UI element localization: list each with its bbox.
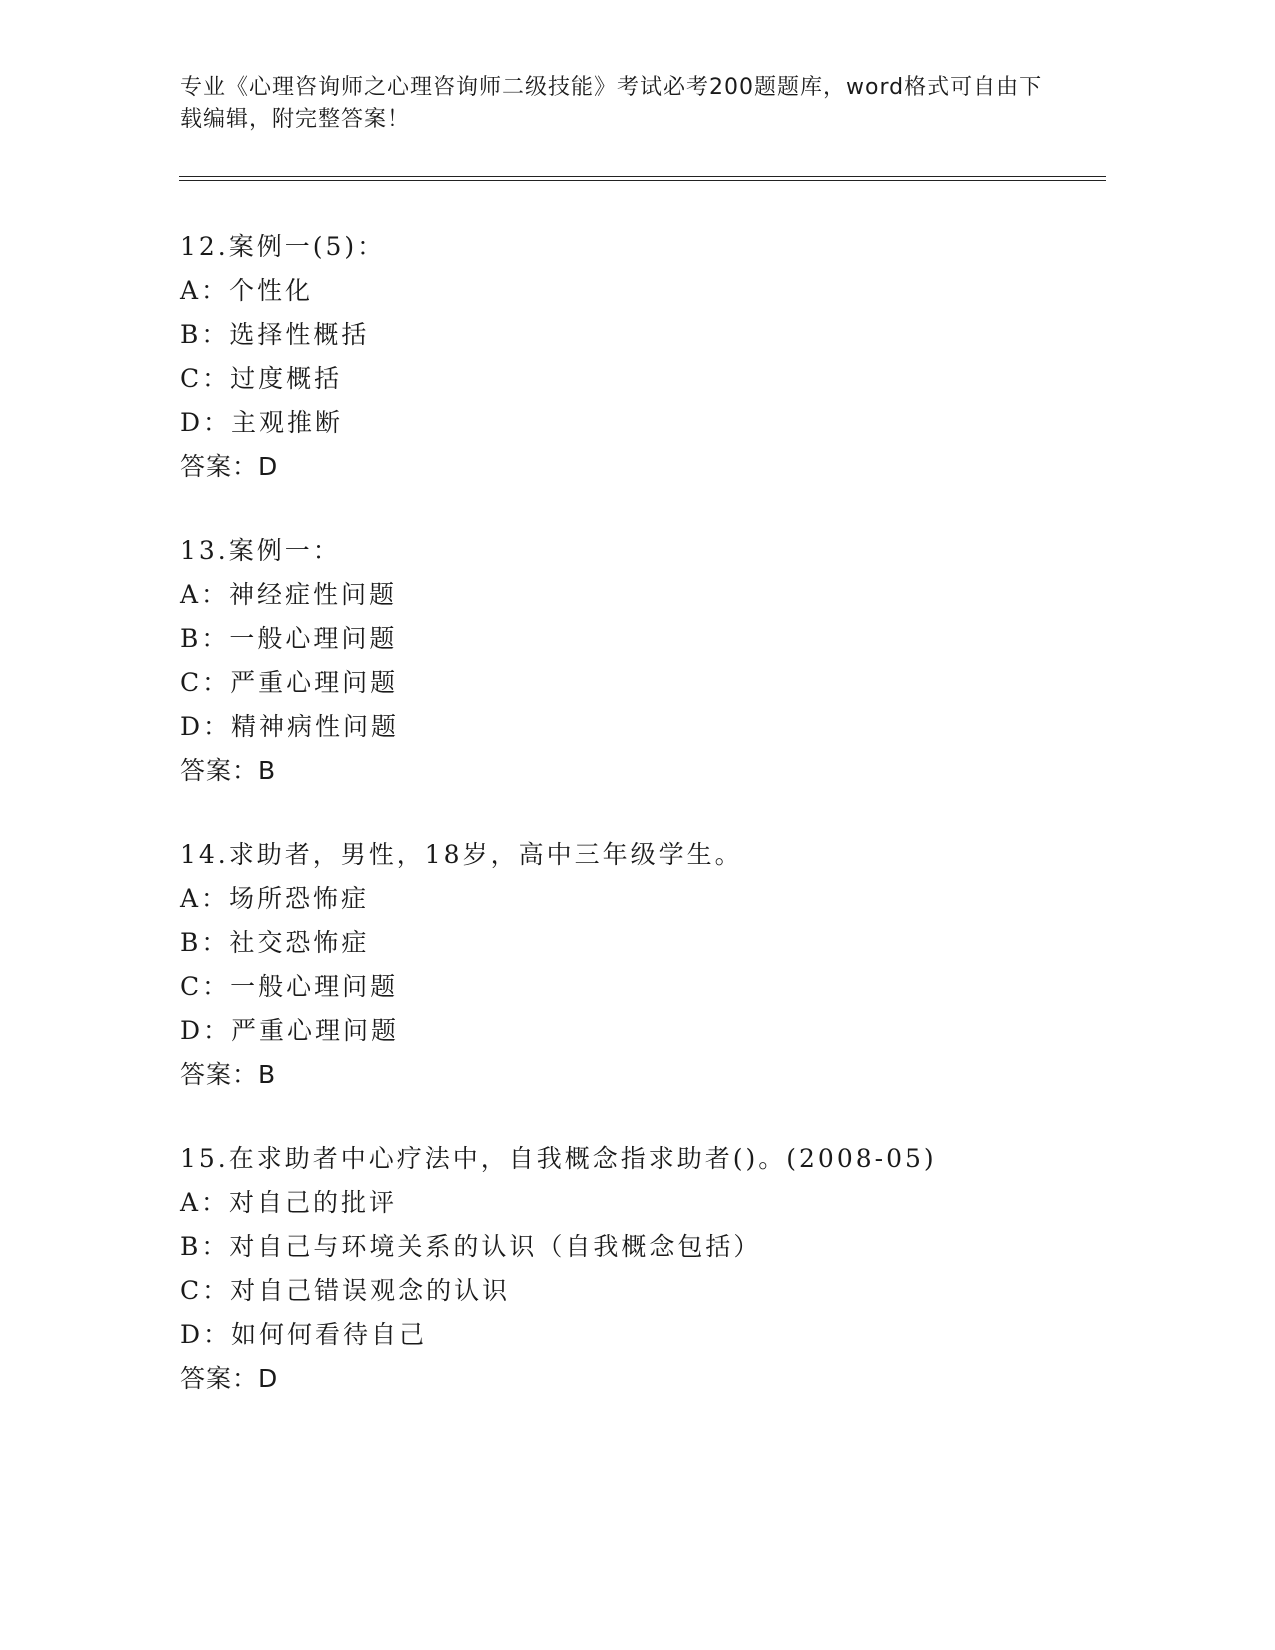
question-stem: 13.案例一： bbox=[180, 536, 341, 565]
option-c: C：一般心理问题 bbox=[180, 972, 399, 1001]
option-a: A：个性化 bbox=[180, 276, 314, 305]
answer-line: 答案：D bbox=[180, 452, 279, 481]
answer-line: 答案：B bbox=[180, 1060, 277, 1089]
option-c: C：对自己错误观念的认识 bbox=[180, 1276, 511, 1305]
document-header: 专业《心理咨询师之心理咨询师二级技能》考试必考200题题库，word格式可自由下载编辑，附完整答案！ bbox=[180, 75, 1043, 132]
option-b: B：社交恐怖症 bbox=[180, 928, 370, 957]
option-d: D：精神病性问题 bbox=[180, 712, 400, 741]
option-a: A：场所恐怖症 bbox=[180, 884, 370, 913]
question-item bbox=[180, 529, 1120, 793]
question-stem: 15.在求助者中心疗法中，自我概念指求助者()。(2008-05) bbox=[180, 1144, 937, 1173]
question-stem: 14.求助者，男性，18岁，高中三年级学生。 bbox=[180, 840, 743, 869]
option-b: B：选择性概括 bbox=[180, 320, 370, 349]
option-b: B：一般心理问题 bbox=[180, 624, 398, 653]
option-d: D：严重心理问题 bbox=[180, 1016, 400, 1045]
question-list bbox=[180, 225, 1120, 1441]
option-c: C：过度概括 bbox=[180, 364, 343, 393]
option-b: B：对自己与环境关系的认识（自我概念包括） bbox=[180, 1232, 762, 1261]
option-a: A：对自己的批评 bbox=[180, 1188, 398, 1217]
header-divider bbox=[179, 176, 1106, 181]
question-item bbox=[180, 833, 1120, 1097]
answer-line: 答案：D bbox=[180, 1364, 279, 1393]
option-d: D：主观推断 bbox=[180, 408, 344, 437]
option-c: C：严重心理问题 bbox=[180, 668, 399, 697]
option-a: A：神经症性问题 bbox=[180, 580, 398, 609]
answer-line: 答案：B bbox=[180, 756, 277, 785]
option-d: D：如何何看待自己 bbox=[180, 1320, 428, 1349]
question-item bbox=[180, 225, 1120, 489]
question-item bbox=[180, 1137, 1120, 1401]
question-stem: 12.案例一(5)： bbox=[180, 232, 386, 261]
